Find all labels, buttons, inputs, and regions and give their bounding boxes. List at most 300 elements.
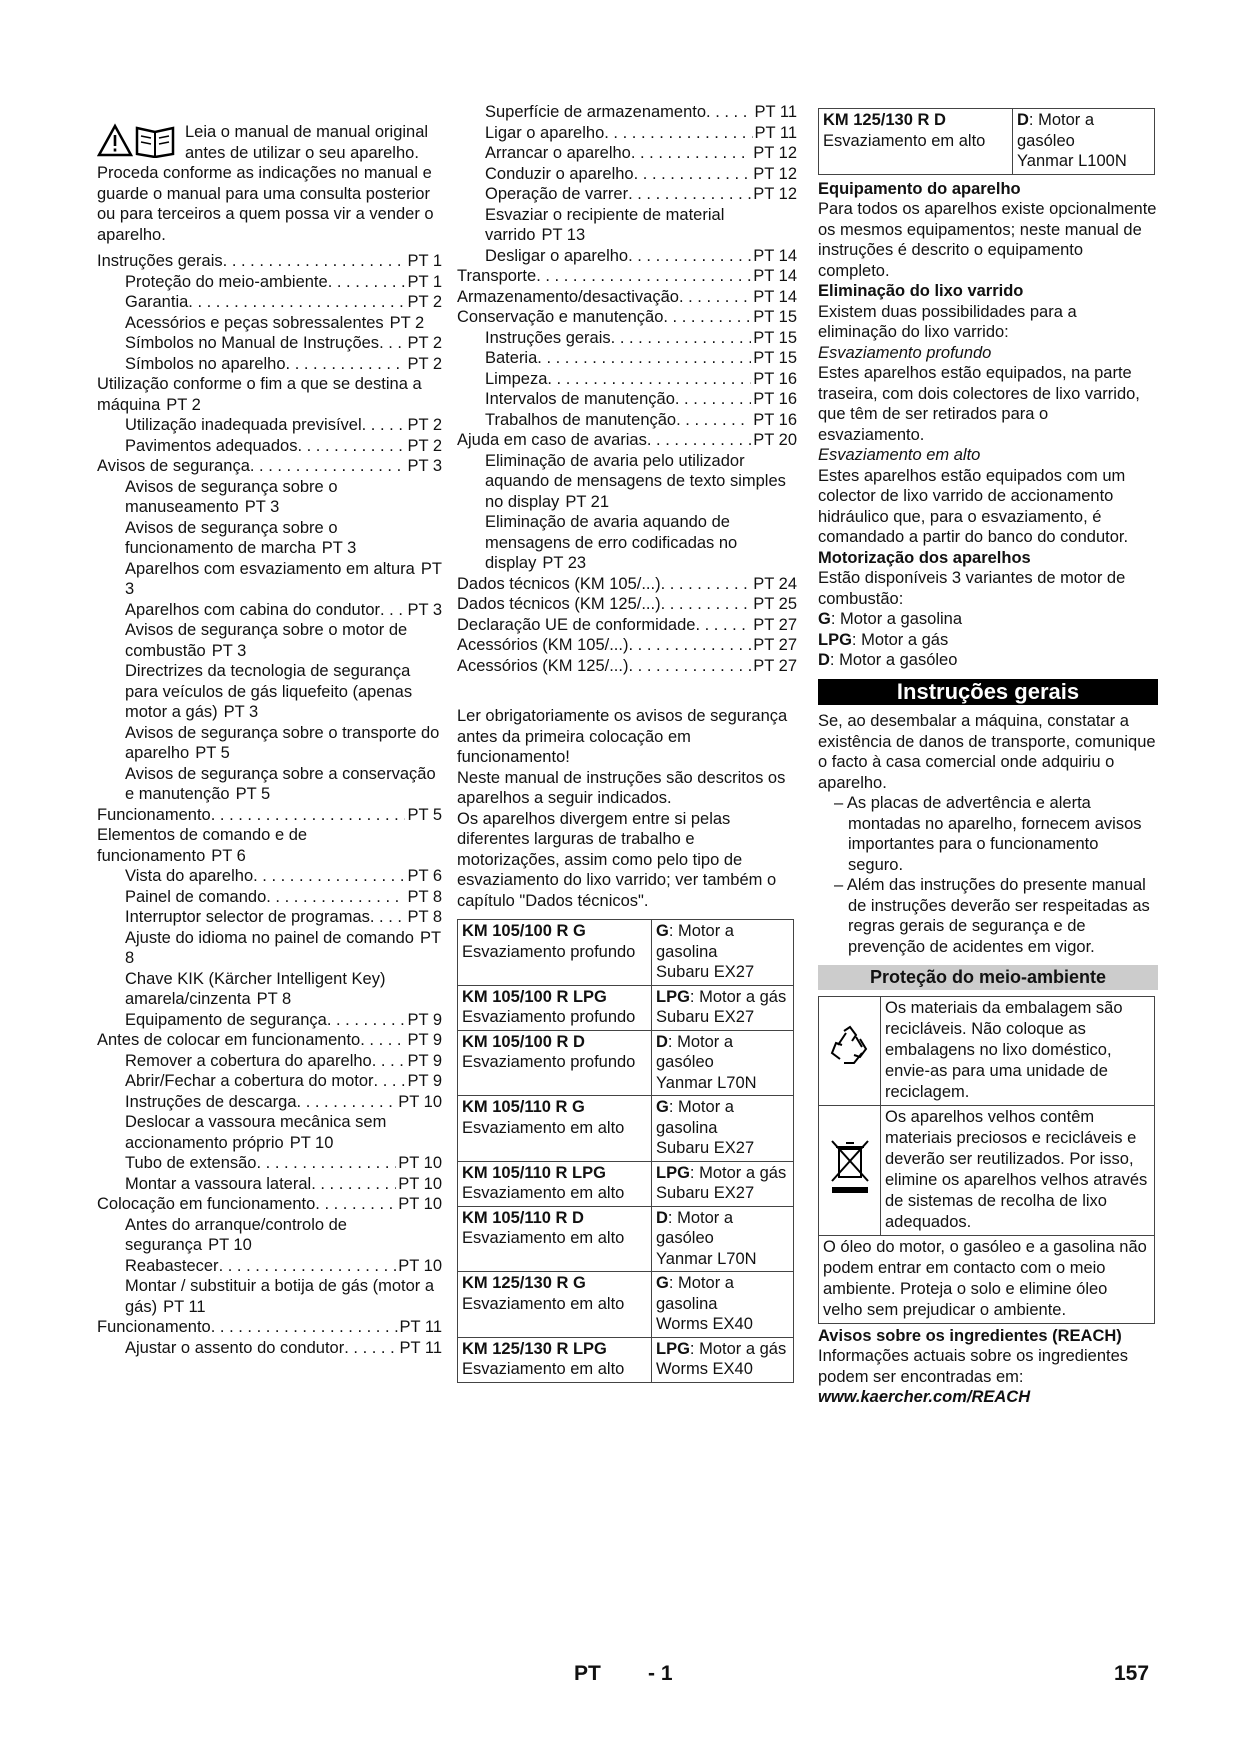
toc-entry[interactable]	[457, 328, 797, 349]
toc-entry-page: PT 21	[565, 492, 610, 511]
models-table-continued	[818, 108, 1155, 175]
model-engine-cell	[652, 1272, 794, 1338]
toc-leader-dots	[374, 1071, 406, 1092]
toc-entry[interactable]	[457, 369, 797, 390]
model-name: KM 105/100 R D	[462, 1032, 585, 1051]
model-name: KM 125/130 R D	[823, 111, 946, 129]
footer-page-local: - 1	[648, 1662, 673, 1685]
reach-text: Informações actuais sobre os ingredientes podem ser encontradas em:	[818, 1347, 1129, 1386]
toc-entry-label: Colocação em funcionamento	[97, 1195, 316, 1213]
section-general-instructions: Instruções gerais	[818, 679, 1158, 706]
toc-entry[interactable]	[457, 594, 797, 615]
toc-entry-label: Dados técnicos (KM 125/...)	[457, 595, 661, 613]
model-name-cell	[458, 985, 652, 1030]
model-emptying: Esvaziamento em alto	[462, 1229, 625, 1247]
toc-entry-label: Transporte	[457, 267, 537, 285]
model-fuel-key: D	[656, 1208, 668, 1227]
toc-entry-label: Instruções gerais	[97, 252, 223, 270]
model-fuel-key: LPG	[656, 987, 690, 1006]
general-dash-2: – Além das instruções do presente manual de instruções deverão ser respeitadas as regras gerais de segurança e de prevenção de acidentes em vigor.	[834, 876, 1150, 956]
toc-leader-dots	[647, 430, 751, 451]
toc-entry-label: Ajustar o assento do condutor	[125, 1338, 345, 1357]
toc-entry-label: Deslocar a vassoura mecânica sem accionamento próprio	[125, 1113, 387, 1152]
toc-entry[interactable]	[97, 477, 442, 518]
model-name: KM 125/130 R LPG	[462, 1339, 607, 1358]
model-engine-cell	[652, 985, 794, 1030]
model-emptying: Esvaziamento em alto	[462, 1184, 625, 1202]
toc-entry[interactable]	[457, 635, 797, 656]
toc-entry[interactable]	[97, 313, 442, 334]
toc-entry-page: PT 27	[753, 615, 797, 634]
model-row	[458, 1096, 794, 1162]
model-engine-cell	[652, 1206, 794, 1272]
toc-entry-page: PT 3	[211, 641, 247, 660]
model-row	[458, 985, 794, 1030]
toc-entry[interactable]	[97, 1051, 442, 1072]
toc-entry-page: PT 3	[125, 559, 442, 598]
toc-entry-label: Armazenamento/desactivação	[457, 287, 679, 306]
toc-entry-label: Montar a vassoura lateral	[125, 1174, 312, 1193]
toc-entry-page: PT 27	[753, 636, 797, 654]
model-row	[458, 1272, 794, 1338]
toc-leader-dots	[219, 1256, 397, 1277]
toc-leader-dots	[223, 251, 406, 272]
toc-entry[interactable]	[97, 1071, 442, 1092]
toc-entry[interactable]	[97, 620, 442, 661]
toc-entry[interactable]	[97, 333, 442, 354]
toc-leader-dots	[327, 1010, 406, 1031]
toc-leader-dots	[661, 594, 752, 615]
toc-entry-label: Chave KIK (Kärcher Intelligent Key) amarela/cinzenta	[125, 969, 386, 1008]
motor-lpg: LPG: Motor a gás	[818, 630, 949, 649]
toc-entry[interactable]	[97, 1317, 442, 1338]
toc-entry-page: PT 1	[407, 272, 442, 291]
toc-entry[interactable]	[457, 389, 797, 410]
model-engine-cell	[652, 1161, 794, 1206]
toc-entry-label: Conservação e manutenção	[457, 308, 664, 326]
motor-title: Motorização dos aparelhos	[818, 548, 1031, 567]
section-environment: Proteção do meio-ambiente	[818, 965, 1158, 990]
toc-leader-dots	[315, 1194, 396, 1215]
toc-entry-label: Directrizes da tecnologia de segurança para veículos de gás liquefeito (apenas motor a gás)	[125, 662, 413, 721]
column-right	[818, 108, 1158, 1408]
toc-entry[interactable]	[457, 184, 797, 205]
model-row	[458, 1161, 794, 1206]
toc-entry[interactable]	[97, 1092, 442, 1113]
toc-entry[interactable]	[97, 1338, 442, 1359]
model-fuel-key: D	[1017, 111, 1029, 129]
toc-entry[interactable]	[97, 764, 442, 805]
reach-url: www.kaercher.com/REACH	[818, 1388, 1031, 1406]
toc-entry-page: PT 16	[753, 410, 797, 429]
model-fuel-key: LPG	[656, 1163, 690, 1182]
toc-leader-dots	[344, 1338, 397, 1359]
toc-entry-label: Acessórios (KM 125/...)	[457, 656, 629, 675]
toc-entry[interactable]	[97, 272, 442, 293]
toc-leader-dots	[188, 292, 405, 313]
toc-leader-dots	[253, 866, 405, 887]
recycle-icon	[826, 1023, 874, 1071]
toc-entry-label: Avisos de segurança sobre a conservação e manutenção	[125, 764, 436, 803]
footer-page-global: 157	[1114, 1662, 1150, 1685]
toc-entry-page: PT 10	[398, 1256, 442, 1275]
toc-entry-page: PT 10	[398, 1092, 442, 1111]
high-emptying-text: Estes aparelhos estão equipados com um colector de lixo varrido de accionamento hidráulico que, para o esvaziamento, é comandado a partir do banco do condutor.	[818, 466, 1129, 546]
model-name-cell	[458, 1337, 652, 1382]
model-fuel-key: G	[656, 1098, 669, 1116]
toc-entry-label: Instruções gerais	[485, 328, 611, 347]
env-oil-text: O óleo do motor, o gasóleo e a gasolina não podem entrar em contacto com o meio ambiente. Proteja o solo e elimine óleo velho sem prejudicar o ambiente.	[819, 1235, 1155, 1323]
toc-entry[interactable]	[97, 1112, 442, 1153]
toc-leader-dots	[297, 1092, 397, 1113]
toc-leader-dots	[211, 805, 406, 826]
toc-entry-page: PT 10	[398, 1154, 442, 1172]
toc-entry-page: PT 2	[407, 293, 442, 311]
toc-leader-dots	[628, 635, 751, 656]
toc-entry[interactable]	[457, 410, 797, 431]
reach-title: Avisos sobre os ingredientes (REACH)	[818, 1326, 1122, 1345]
toc-entry[interactable]	[457, 307, 797, 328]
model-engine: Yanmar L70N	[656, 1073, 757, 1092]
toc-entry-label: Acessórios e peças sobressalentes	[125, 313, 384, 332]
model-engine: Subaru EX27	[656, 1139, 755, 1157]
toc-entry[interactable]	[97, 1010, 442, 1031]
general-text: Se, ao desembalar a máquina, constatar a existência de danos de transporte, comunique o facto à casa comercial onde adquiriu o aparelho.	[818, 712, 1156, 792]
toc-entry-label: Intervalos de manutenção	[485, 390, 675, 408]
toc-entry[interactable]	[97, 866, 442, 887]
toc-leader-dots	[663, 307, 751, 328]
toc-entry-label: Aparelhos com esvaziamento em altura	[125, 559, 415, 578]
toc-leader-dots	[661, 574, 752, 595]
toc-leader-dots	[537, 348, 751, 369]
column-middle	[457, 102, 797, 1383]
toc-entry[interactable]	[457, 205, 797, 246]
toc-entry[interactable]	[97, 1174, 442, 1195]
toc-entry-page: PT 11	[754, 123, 797, 142]
toc-entry-label: Vista do aparelho	[125, 867, 254, 885]
toc-entry-page: PT 25	[753, 595, 797, 613]
toc-entry-label: Funcionamento	[97, 1318, 211, 1336]
toc-entry[interactable]	[457, 123, 797, 144]
toc-leader-dots	[536, 266, 751, 287]
model-engine-cell	[652, 920, 794, 986]
toc-leader-dots	[547, 369, 751, 390]
toc-entry-page: PT 3	[244, 498, 280, 516]
toc-entry-page: PT 14	[753, 246, 797, 265]
toc-entry-page: PT 2	[407, 416, 442, 434]
model-name: KM 105/100 R LPG	[462, 987, 607, 1006]
toc-entry[interactable]	[457, 266, 797, 287]
intro-text: Leia o manual de manual original antes de utilizar o seu aparelho. Proceda conforme as indicações no manual e guarde o manual para uma consulta posterior ou para terceiros a quem possa vir a vender o aparelho.	[97, 123, 434, 244]
toc-entry-label: Proteção do meio-ambiente	[125, 272, 328, 291]
toc-entry-label: Antes de colocar em funcionamento	[97, 1031, 361, 1049]
toc-entry-label: Desligar o aparelho	[485, 246, 629, 265]
toc-entry-label: Trabalhos de manutenção	[485, 410, 677, 429]
model-emptying: Esvaziamento em alto	[462, 1118, 625, 1137]
toc-leader-dots	[297, 436, 405, 457]
toc-entry[interactable]	[457, 430, 797, 451]
model-fuel: : Motor a gás	[689, 987, 787, 1006]
toc-entry-label: Abrir/Fechar a cobertura do motor	[125, 1072, 374, 1090]
toc-entry-page: PT 14	[753, 267, 797, 285]
toc-leader-dots	[370, 907, 406, 928]
toc-entry-label: Elementos de comando e de funcionamento	[97, 826, 308, 865]
toc-entry[interactable]	[97, 887, 442, 908]
toc-entry-page: PT 3	[321, 539, 357, 557]
toc-entry-label: Operação de varrer	[485, 185, 629, 203]
toc-entry-label: Garantia	[125, 293, 189, 311]
toc-entry-page: PT 3	[407, 457, 442, 475]
toc-entry-page: PT 10	[398, 1195, 442, 1213]
toc-entry-label: Conduzir o aparelho	[485, 164, 634, 183]
toc-entry[interactable]	[457, 512, 797, 574]
toc-entry[interactable]	[457, 656, 797, 677]
toc-entry[interactable]	[97, 415, 442, 436]
model-name-cell	[458, 1206, 652, 1272]
toc-leader-dots	[675, 389, 751, 410]
toc-entry-label: Limpeza	[485, 369, 548, 388]
intro-block	[97, 122, 442, 245]
toc-entry[interactable]	[97, 1194, 442, 1215]
waste-title: Eliminação do lixo varrido	[818, 282, 1024, 300]
toc-entry-label: Funcionamento	[97, 805, 211, 824]
toc-entry-label: Bateria	[485, 349, 538, 367]
toc-leader-dots	[379, 333, 405, 354]
toc-entry[interactable]	[97, 374, 442, 415]
toc-entry-page: PT 5	[195, 744, 230, 762]
model-engine-cell	[652, 1030, 794, 1096]
toc-entry-label: Eliminação de avaria pelo utilizador aquando de mensagens de texto simples no display	[485, 451, 786, 511]
motor-g: G: Motor a gasolina	[818, 610, 962, 628]
toc-entry-page: PT 13	[541, 226, 586, 244]
toc-entry[interactable]	[97, 518, 442, 559]
model-name-cell	[458, 1161, 652, 1206]
toc-entry-page: PT 10	[289, 1133, 334, 1152]
toc-entry-label: Montar / substituir a botija de gás (motor a gás)	[125, 1277, 435, 1316]
model-emptying: Esvaziamento em alto	[462, 1360, 625, 1378]
toc-leader-dots	[266, 887, 405, 908]
model-name-cell	[458, 1272, 652, 1338]
toc-entry-label: Avisos de segurança sobre o funcionamento de marcha	[125, 518, 338, 557]
model-row	[458, 1030, 794, 1096]
toc-leader-dots	[706, 102, 752, 123]
toc-leader-dots	[372, 1051, 406, 1072]
toc-entry[interactable]	[97, 600, 442, 621]
toc-entry[interactable]	[97, 969, 442, 1010]
toc-entry[interactable]	[97, 805, 442, 826]
toc-entry-page: PT 5	[407, 805, 442, 824]
high-emptying-title: Esvaziamento em alto	[818, 446, 981, 464]
model-emptying: Esvaziamento profundo	[462, 942, 636, 961]
model-emptying: Esvaziamento em alto	[823, 131, 986, 150]
toc-entry[interactable]	[97, 456, 442, 477]
toc-entry-page: PT 10	[208, 1236, 252, 1254]
toc-leader-dots	[628, 184, 751, 205]
toc-leader-dots	[250, 456, 406, 477]
toc-leader-dots	[328, 272, 406, 293]
toc-leader-dots	[634, 164, 752, 185]
model-name: KM 105/100 R G	[462, 922, 586, 940]
toc-entry[interactable]	[97, 1256, 442, 1277]
model-engine: Worms EX40	[656, 1315, 753, 1333]
toc-entry[interactable]	[97, 1215, 442, 1256]
toc-entry-label: Acessórios (KM 105/...)	[457, 636, 629, 654]
toc-entry-label: Dados técnicos (KM 105/...)	[457, 574, 661, 593]
weee-icon-cell	[819, 1105, 881, 1235]
toc-entry-page: PT 23	[542, 554, 587, 572]
toc-entry-page: PT 12	[753, 164, 797, 183]
model-row	[458, 1206, 794, 1272]
toc-entry-label: Painel de comando	[125, 887, 267, 906]
toc-entry-page: PT 9	[407, 1010, 442, 1029]
model-engine: Subaru EX27	[656, 1184, 755, 1202]
toc-entry-label: Antes do arranque/controlo de segurança	[125, 1215, 347, 1254]
toc-leader-dots	[604, 123, 752, 144]
toc-entry-page: PT 8	[407, 887, 442, 906]
toc-entry[interactable]	[97, 1276, 442, 1317]
toc-leader-dots	[211, 1317, 398, 1338]
toc-entry-label: Instruções de descarga	[125, 1092, 297, 1111]
model-name: KM 125/130 R G	[462, 1274, 586, 1292]
toc-entry-page: PT 16	[753, 390, 797, 408]
model-emptying: Esvaziamento em alto	[462, 1294, 625, 1313]
toc-entry-page: PT 16	[753, 369, 797, 388]
toc-entry[interactable]	[457, 348, 797, 369]
devices-described-note: Neste manual de instruções são descritos os aparelhos a seguir indicados.	[457, 768, 786, 807]
toc-entry[interactable]	[457, 615, 797, 636]
toc-entry-page: PT 6	[211, 846, 246, 865]
model-emptying: Esvaziamento profundo	[462, 1053, 636, 1071]
toc-entry-label: Ligar o aparelho	[485, 123, 605, 142]
toc-entry[interactable]	[457, 164, 797, 185]
toc-entry-page: PT 15	[753, 328, 797, 347]
toc-entry-page: PT 2	[389, 313, 425, 332]
toc-entry-label: Aparelhos com cabina do condutor	[125, 600, 380, 619]
model-emptying: Esvaziamento profundo	[462, 1008, 636, 1026]
toc-entry[interactable]	[97, 907, 442, 928]
toc-entry[interactable]	[457, 574, 797, 595]
model-name: KM 105/110 R G	[462, 1098, 585, 1116]
deep-emptying-text: Estes aparelhos estão equipados, na parte traseira, com dois colectores de lixo varrido, que têm de ser retirados para o esvaziamento.	[818, 364, 1140, 444]
toc-entry-label: Ajuda em caso de avarias	[457, 431, 647, 449]
toc-entry-page: PT 2	[407, 436, 442, 455]
model-fuel-key: G	[656, 922, 669, 940]
equip-text: Para todos os aparelhos existe opcionalmente os mesmos equipamentos; neste manual de instruções é descrito o equipamento completo.	[818, 200, 1157, 280]
toc-entry-page: PT 9	[407, 1051, 442, 1070]
toc-entry-label: Avisos de segurança sobre o transporte do aparelho	[125, 723, 440, 762]
model-engine: Subaru EX27	[656, 1008, 755, 1026]
toc-entry-page: PT 5	[235, 785, 271, 803]
toc-leader-dots	[360, 1030, 405, 1051]
toc-entry-page: PT 11	[163, 1297, 206, 1316]
toc-entry-page: PT 15	[753, 308, 797, 326]
toc-entry-page: PT 8	[407, 908, 442, 926]
model-name-cell	[458, 1030, 652, 1096]
waste-text: Existem duas possibilidades para a eliminação do lixo varrido:	[818, 302, 1077, 341]
toc-entry-page: PT 11	[399, 1318, 442, 1336]
toc-entry[interactable]	[457, 287, 797, 308]
toc-leader-dots	[362, 415, 406, 436]
general-dash-1: – As placas de advertência e alerta montadas no aparelho, fornecem avisos importantes para o funcionamento seguro.	[834, 794, 1142, 874]
toc-entry-page: PT 20	[753, 431, 797, 449]
toc-entry-page: PT 1	[407, 252, 442, 270]
toc-entry-page: PT 2	[166, 395, 201, 414]
toc-entry[interactable]	[97, 928, 442, 969]
model-fuel: : Motor a gás	[689, 1339, 787, 1358]
toc-leader-dots	[628, 656, 751, 677]
motor-d: D: Motor a gasóleo	[818, 651, 958, 669]
toc-entry-page: PT 2	[407, 354, 442, 373]
column-left	[97, 122, 442, 1358]
toc-entry[interactable]	[97, 436, 442, 457]
toc-entry[interactable]	[457, 451, 797, 513]
toc-entry[interactable]	[97, 723, 442, 764]
toc-entry-page: PT 11	[399, 1338, 442, 1357]
models-table	[457, 919, 794, 1383]
environment-table	[818, 996, 1155, 1324]
model-engine-cell	[1013, 109, 1155, 175]
toc-entry-page: PT 2	[407, 334, 442, 352]
toc-entry-label: Reabastecer	[125, 1256, 219, 1275]
toc-entry-page: PT 9	[407, 1072, 442, 1090]
toc-leader-dots	[256, 1153, 396, 1174]
toc-entry-label: Tubo de extensão	[125, 1154, 257, 1172]
toc-leader-dots	[380, 600, 405, 621]
toc-entry-page: PT 11	[754, 103, 797, 121]
toc-entry[interactable]	[97, 1153, 442, 1174]
toc-entry-label: Superfície de armazenamento	[485, 103, 707, 121]
toc-entry-label: Interruptor selector de programas	[125, 908, 370, 926]
toc-entry[interactable]	[97, 661, 442, 723]
toc-entry-label: Símbolos no Manual de Instruções	[125, 334, 380, 352]
toc-entry[interactable]	[97, 825, 442, 866]
toc-entry-label: Ajuste do idioma no painel de comando	[125, 928, 414, 947]
model-engine-cell	[652, 1096, 794, 1162]
model-fuel: : Motor a gasóleo	[656, 1208, 734, 1247]
model-name: KM 105/110 R D	[462, 1208, 584, 1227]
toc-entry[interactable]	[457, 102, 797, 123]
toc-entry-label: Eliminação de avaria aquando de mensagens de erro codificadas no display	[485, 513, 738, 572]
model-fuel: : Motor a gasóleo	[656, 1032, 734, 1071]
warning-manual-icon	[97, 122, 179, 158]
toc-entry-page: PT 8	[256, 990, 292, 1008]
toc-leader-dots	[611, 328, 752, 349]
model-fuel: : Motor a gasóleo	[1017, 111, 1095, 150]
toc-entry-page: PT 14	[753, 287, 797, 306]
model-fuel-key: G	[656, 1274, 669, 1292]
model-engine: Subaru EX27	[656, 963, 755, 981]
toc-leader-dots	[695, 615, 751, 636]
toc-entry[interactable]	[457, 246, 797, 267]
toc-entry[interactable]	[97, 251, 442, 272]
toc-entry-label: Símbolos no aparelho	[125, 354, 286, 373]
toc-leader-dots	[628, 246, 751, 267]
toc-entry[interactable]	[457, 143, 797, 164]
toc-entry[interactable]	[97, 292, 442, 313]
toc-entry[interactable]	[97, 354, 442, 375]
toc-entry-page: PT 15	[753, 349, 797, 367]
toc-entry[interactable]	[97, 1030, 442, 1051]
toc-entry-label: Utilização inadequada previsível	[125, 416, 362, 434]
model-engine: Yanmar L70N	[656, 1249, 757, 1268]
toc-entry[interactable]	[97, 559, 442, 600]
model-fuel: : Motor a gasolina	[656, 1274, 734, 1313]
toc-entry-page: PT 3	[223, 703, 259, 721]
toc-leader-dots	[676, 410, 751, 431]
toc-entry-label: Arrancar o aparelho	[485, 144, 631, 162]
model-name: KM 105/110 R LPG	[462, 1163, 606, 1182]
toc-leader-dots	[679, 287, 751, 308]
